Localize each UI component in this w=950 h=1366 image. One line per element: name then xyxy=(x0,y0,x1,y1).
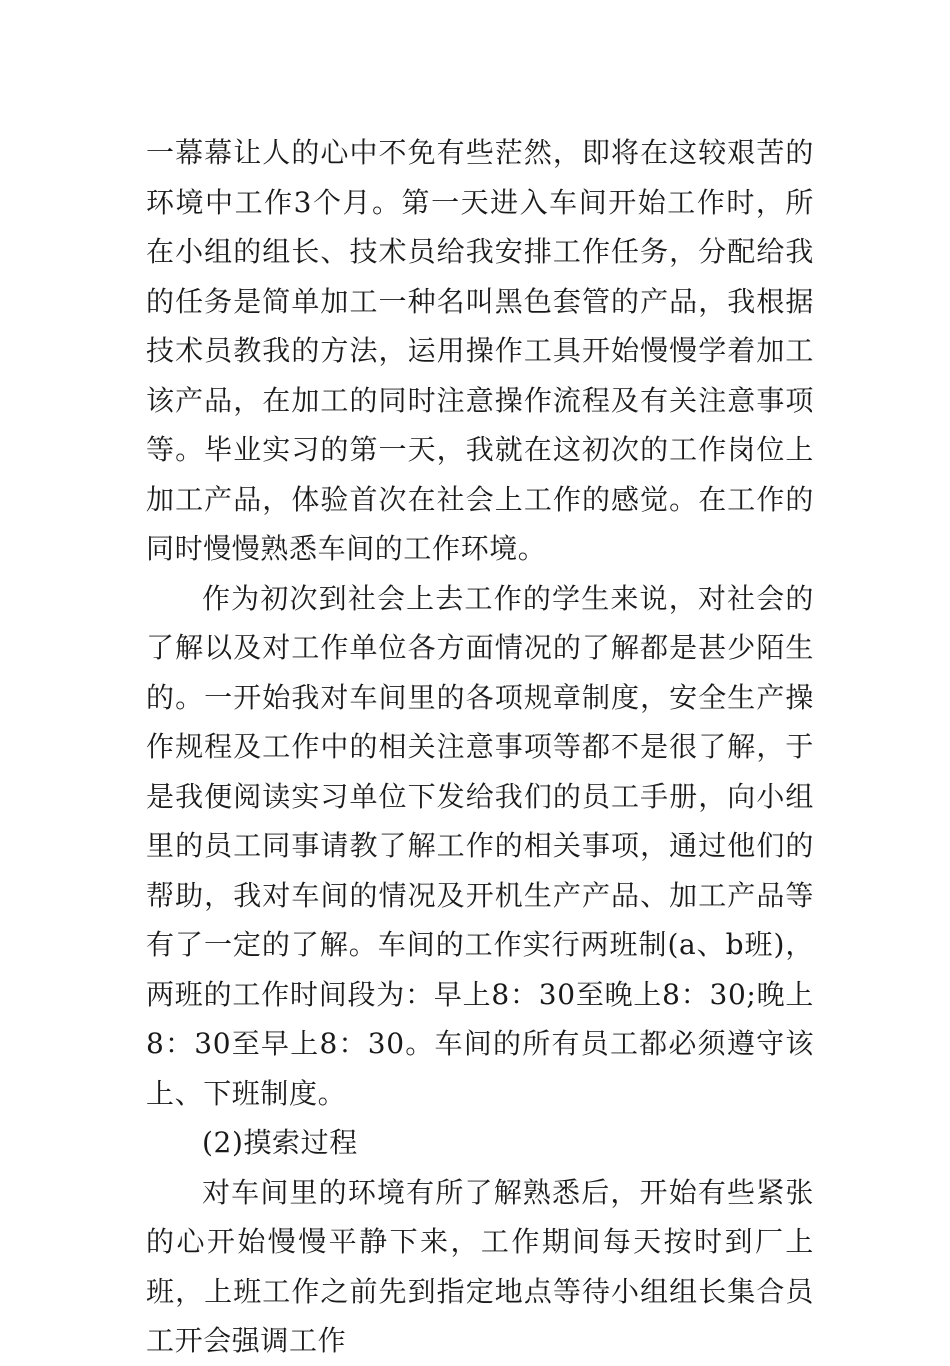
paragraph-exploration: 对车间里的环境有所了解熟悉后，开始有些紧张的心开始慢慢平静下来，工作期间每天按时到厂上班，上班工作之前先到指定地点等待小组组长集合员工开会强调工作 xyxy=(146,1175,814,1357)
document-body xyxy=(146,128,814,1366)
paragraph-continuation: 一幕幕让人的心中不免有些茫然，即将在这较艰苦的环境中工作3个月。第一天进入车间开始工作时，所在小组的组长、技术员给我安排工作任务，分配给我的任务是简单加工一种名叫黑色套管的产品，我根据技术员教我的方法，运用操作工具开始慢慢学着加工该产品，在加工的同时注意操作流程及有关注意事项等。毕业实习的第一天，我就在这初次的工作岗位上加工产品，体验首次在社会上工作的感觉。在工作的同时慢慢熟悉车间的工作环境。 xyxy=(146,136,814,565)
paragraph-first-day-learning: 作为初次到社会上去工作的学生来说，对社会的了解以及对工作单位各方面情况的了解都是甚少陌生的。一开始我对车间里的各项规章制度，安全生产操作规程及工作中的相关注意事项等都不是很了解，于是我便阅读实习单位下发给我们的员工手册，向小组里的员工同事请教了解工作的相关事项，通过他们的帮助，我对车间的情况及开机生产产品、加工产品等有了一定的了解。车间的工作实行两班制(a、b班)，两班的工作时间段为：早上8：30至晚上8：30;晚上8：30至早上8：30。车间的所有员工都必须遵守该上、下班制度。 xyxy=(146,581,814,1110)
section-heading-exploration: (2)摸索过程 xyxy=(202,1126,358,1159)
